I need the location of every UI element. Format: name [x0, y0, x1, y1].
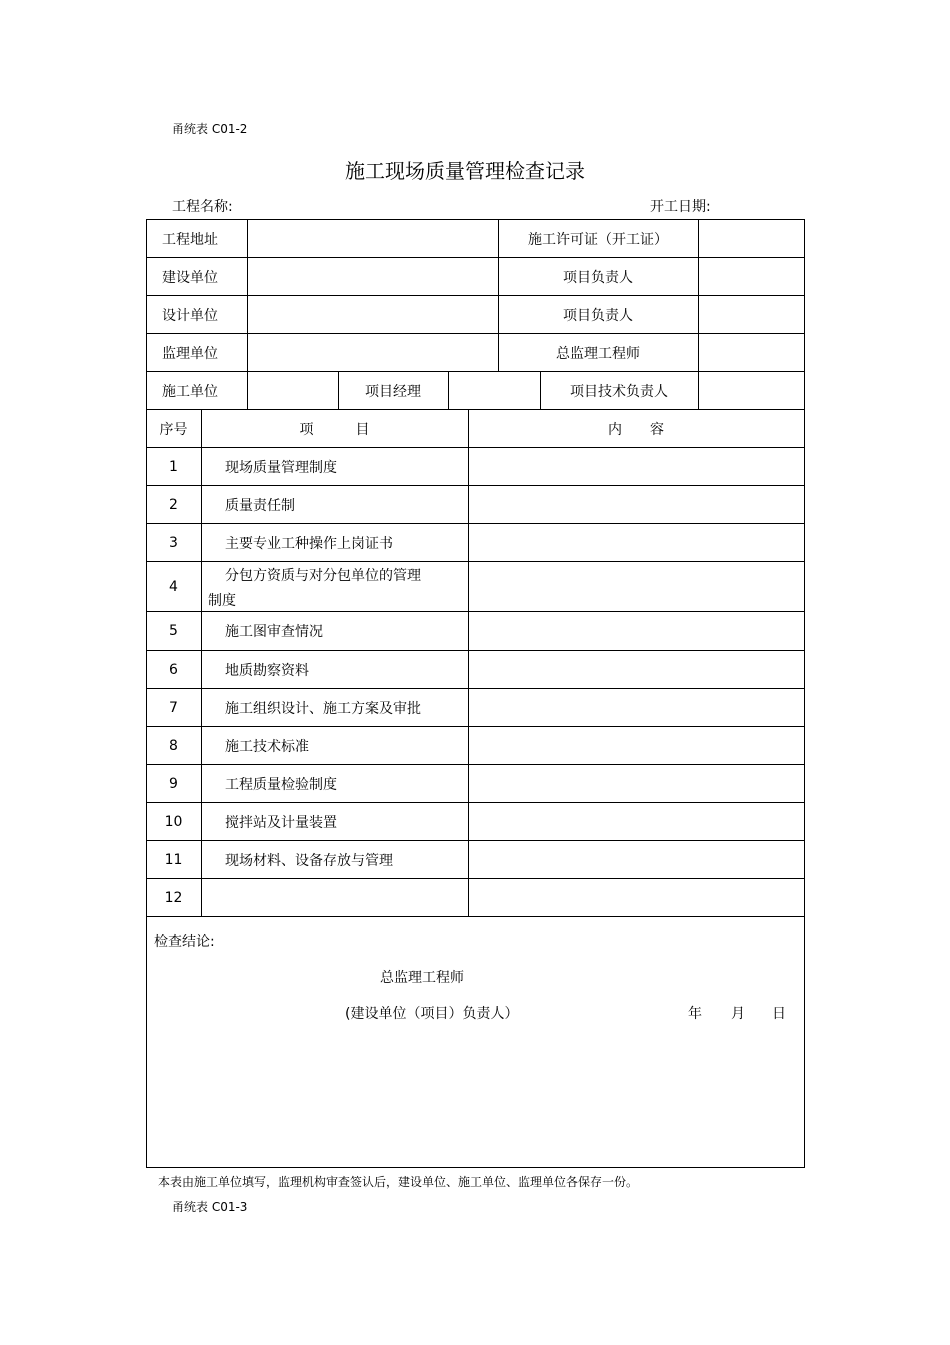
- row-item: 施工图审查情况: [225, 624, 323, 640]
- header-item: 项 目: [299, 421, 370, 438]
- design-lead-label: 项目负责人: [563, 307, 633, 324]
- row-item: 主要专业工种操作上岗证书: [225, 535, 393, 552]
- footnote: 本表由施工单位填写，监理机构审查签认后，建设单位、施工单位、监理单位各保存一份。: [158, 1175, 639, 1189]
- row-item: 施工技术标准: [225, 738, 309, 755]
- owner-lead-label: 项目负责人: [563, 269, 633, 286]
- construction-unit-label: 施工单位: [162, 383, 218, 400]
- row-no: 7: [169, 699, 178, 716]
- project-manager-label: 项目经理: [365, 383, 421, 400]
- header-no: 序号: [159, 421, 188, 438]
- row-item-line1: 分包方资质与对分包单位的管理: [225, 568, 421, 584]
- page-title: 施工现场质量管理检查记录: [345, 159, 585, 183]
- row-no: 2: [169, 496, 178, 513]
- row-no: 6: [169, 661, 178, 678]
- row-item: 质量责任制: [225, 497, 295, 514]
- row-item: 现场质量管理制度: [225, 459, 337, 476]
- date-year: 年: [688, 1006, 702, 1022]
- date-month: 月: [731, 1006, 745, 1022]
- project-name-label: 工程名称:: [172, 199, 233, 215]
- row-item: 地质勘察资料: [225, 662, 309, 679]
- row-no: 11: [164, 851, 183, 868]
- row-no: 4: [169, 578, 178, 595]
- row-item: 工程质量检验制度: [225, 776, 337, 793]
- row-no: 9: [169, 775, 178, 792]
- design-unit-label: 设计单位: [162, 307, 218, 324]
- form-code: 甬统表 C01-2: [172, 122, 248, 136]
- address-label: 工程地址: [162, 231, 218, 248]
- start-date-label: 开工日期:: [650, 199, 711, 215]
- permit-label: 施工许可证（开工证）: [528, 231, 668, 248]
- row-item: 施工组织设计、施工方案及审批: [225, 700, 421, 717]
- row-item-line2: 制度: [208, 593, 236, 609]
- row-no: 8: [169, 737, 178, 754]
- tech-lead-label: 项目技术负责人: [570, 383, 668, 400]
- supervision-unit-label: 监理单位: [162, 345, 218, 362]
- row-no: 1: [169, 458, 178, 475]
- date-day: 日: [772, 1006, 786, 1022]
- next-form-code: 甬统表 C01-3: [172, 1200, 248, 1214]
- row-item: 搅拌站及计量装置: [225, 814, 337, 831]
- chief-supervisor-label: 总监理工程师: [556, 345, 640, 362]
- row-no: 10: [164, 813, 183, 830]
- owner-lead-sign-label: (建设单位（项目）负责人）: [345, 1006, 519, 1022]
- conclusion-label: 检查结论:: [154, 934, 215, 950]
- row-item: 现场材料、设备存放与管理: [225, 852, 393, 869]
- owner-unit-label: 建设单位: [162, 269, 218, 286]
- chief-supervisor-sign-label: 总监理工程师: [380, 970, 464, 986]
- row-no: 12: [164, 889, 183, 906]
- row-no: 5: [169, 623, 178, 639]
- row-no: 3: [169, 534, 178, 551]
- header-content: 内 容: [608, 421, 664, 438]
